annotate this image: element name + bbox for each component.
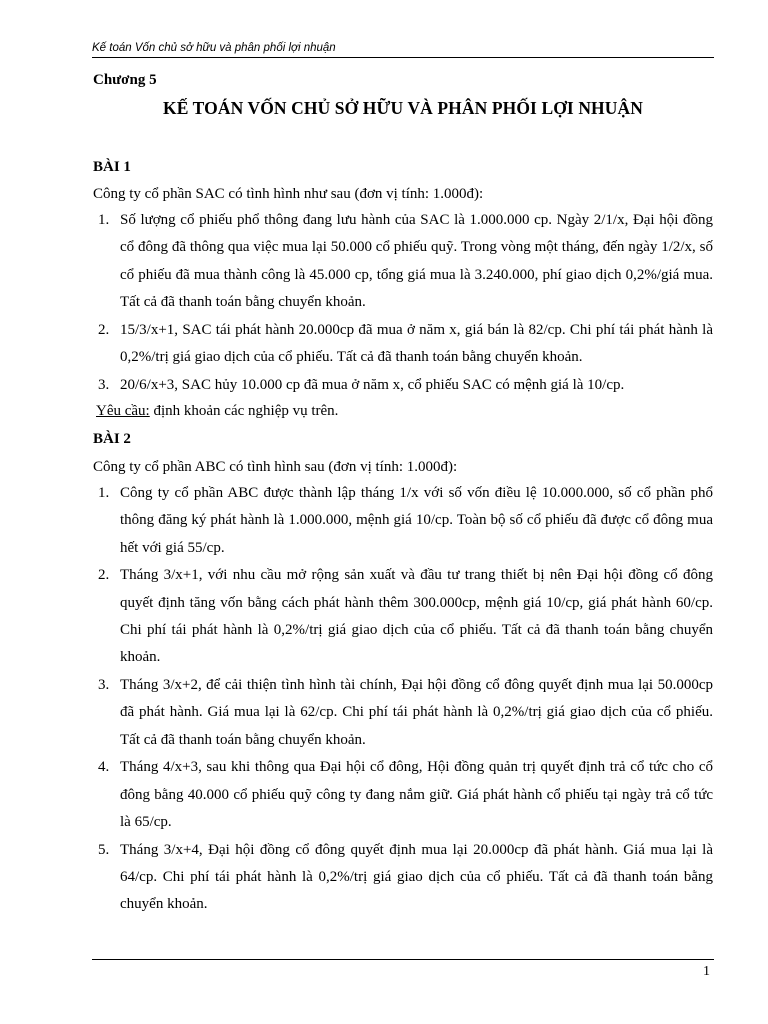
item-text: Công ty cổ phần ABC được thành lập tháng 1/x với số vốn điều lệ 10.000.000, số cổ phần phổ thông đăng ký phát hành là 1.000.000, mệnh giá 10/cp. Toàn bộ số cổ phiếu đã được cổ đông mua hết với giá 55/cp. [120,485,713,556]
requirement-label: Yêu cầu: [96,403,150,419]
item-number: 1. [98,212,110,228]
list-item [93,562,713,671]
list-item [93,480,713,562]
footer-rule [92,959,714,960]
exercise-1-heading: BÀI 1 [93,159,131,175]
item-number: 2. [98,321,110,338]
page-number: 1 [703,964,710,979]
exercise-2-list [93,480,713,919]
chapter-title: KẾ TOÁN VỐN CHỦ SỞ HỮU VÀ PHÂN PHỐI LỢI NHUẬN [163,98,643,118]
item-text: 20/6/x+3, SAC hủy 10.000 cp đã mua ở năm x, cổ phiếu SAC có mệnh giá là 10/cp. [120,376,625,393]
header-rule [92,57,714,58]
item-text: Tháng 3/x+1, với nhu cầu mở rộng sản xuất và đầu tư trang thiết bị nên Đại hội đồng cổ đông quyết định tăng vốn bằng cách phát hành thêm 300.000cp, mệnh giá 10/cp, giá phát hành 60/cp. Chi phí tái phát hành là 0,2%/trị giá giao dịch của cổ phiếu. Tất cả đã thanh toán bằng chuyển khoản. [120,567,713,666]
requirement-text: định khoản các nghiệp vụ trên. [149,403,339,419]
chapter-label: Chương 5 [93,72,157,88]
item-number: 2. [98,567,110,584]
list-item [93,372,713,399]
exercise-1-list [93,207,713,400]
item-number: 4. [98,759,110,776]
item-text: Tháng 3/x+2, để cải thiện tình hình tài chính, Đại hội đồng cổ đông quyết định mua lại 50.000cp đã phát hành. Giá mua lại là 62/cp. Chi phí tái phát hành là 0,2%/trị giá giao dịch của cổ phiếu. Tất cả đã thanh toán bằng chuyển khoản. [120,677,713,748]
exercise-2-heading: BÀI 2 [93,431,131,447]
list-item [93,672,713,754]
list-item [93,754,713,836]
item-number: 1. [98,485,110,501]
list-item [93,317,713,372]
exercise-2-intro: Công ty cổ phần ABC có tình hình sau (đơn vị tính: 1.000đ): [93,459,458,475]
item-text: Tháng 3/x+4, Đại hội đồng cổ đông quyết định mua lại 20.000cp đã phát hành. Giá mua lại là 64/cp. Chi phí tái phát hành là 0,2%/trị giá giao dịch của cổ phiếu. Tất cả đã thanh toán bằng chuyển khoản. [120,841,713,913]
item-text: Tháng 4/x+3, sau khi thông qua Đại hội cổ đông, Hội đồng quản trị quyết định trả cổ tức cho cổ đông bằng 40.000 cổ phiếu quỹ công ty đang nắm giữ. Giá phát hành cổ phiếu tại ngày trả cổ tức là 65/cp. [120,759,713,831]
item-number: 5. [98,841,110,858]
item-number: 3. [98,376,110,393]
item-text: Số lượng cổ phiếu phổ thông đang lưu hành của SAC là 1.000.000 cp. Ngày 2/1/x, Đại hội đồng cổ đông đã thông qua việc mua lại 50.000 cổ phiếu quỹ. Trong vòng một tháng, đến ngày 1/2/x, số cổ phiếu đã mua thành công là 45.000 cp, tổng giá mua là 3.240.000, phí giao dịch 0,2%/giá mua. Tất cả đã thanh toán bằng chuyển khoản. [120,212,713,310]
list-item [93,837,713,919]
running-header: Kế toán Vốn chủ sở hữu và phân phối lợi nhuận [92,42,336,54]
exercise-1-requirement [96,401,338,421]
exercise-1-intro: Công ty cổ phần SAC có tình hình như sau (đơn vị tính: 1.000đ): [93,186,484,202]
item-text: 15/3/x+1, SAC tái phát hành 20.000cp đã mua ở năm x, giá bán là 82/cp. Chi phí tái phát hành là 0,2%/trị giá giao dịch của cổ phiếu. Tất cả đã thanh toán bằng chuyển khoản. [120,321,713,365]
item-number: 3. [98,677,110,694]
list-item [93,207,713,316]
